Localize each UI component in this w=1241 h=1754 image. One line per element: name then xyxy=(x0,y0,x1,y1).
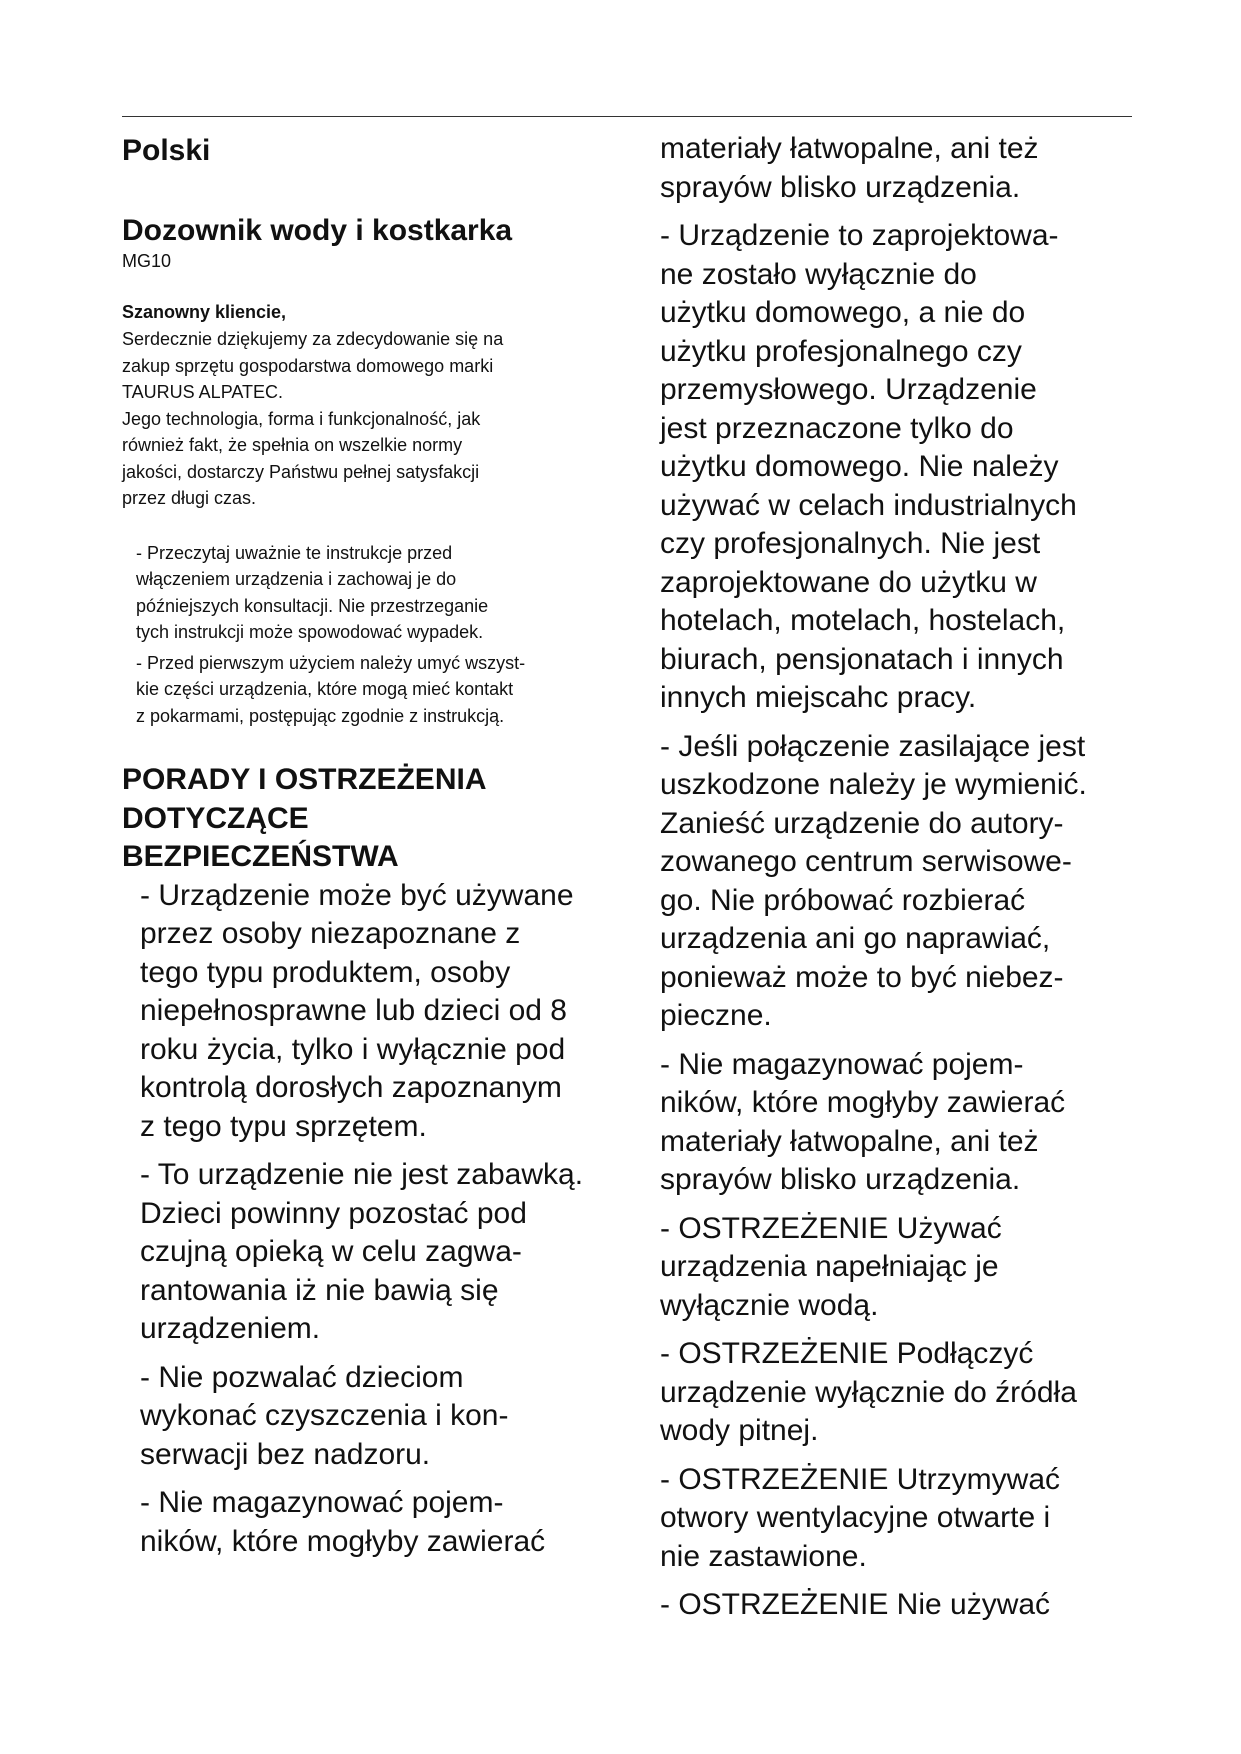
safety-item: - Jeśli połączenie zasilające jest uszkodzone należy je wymienić. Zanieść urządzenie do autory- zowanego centrum serwisowe- go. Nie próbować rozbierać urządzenia ani go naprawiać, ponieważ może to być niebez- pieczne. xyxy=(660,729,1087,1032)
notes-list xyxy=(136,540,642,730)
greeting: Szanowny kliencie, xyxy=(122,302,287,322)
safety-section-title: PORADY I OSTRZEŻENIA DOTYCZĄCE BEZPIECZEŃSTWA xyxy=(122,763,487,873)
language-heading: Polski xyxy=(122,134,211,167)
safety-item: - To urządzenie nie jest zabawką. Dzieci powinny pozostać pod czujną opieką w celu zagwa- rantowania iż nie bawią się urządzeniem. xyxy=(140,1158,584,1345)
warning-item: - OSTRZEŻENIE Podłączyć urządzenie wyłącznie do źródła wody pitnej. xyxy=(660,1337,1077,1447)
safety-item: - Urządzenie może być używane przez osoby niezapoznane z tego typu produktem, osoby niepełnosprawne lub dzieci od 8 roku życia, tylko i wyłącznie pod kontrolą dorosłych zapoznanym z tego typu sprzętem. xyxy=(140,878,574,1143)
safety-item: - Nie magazynować pojem- ników, które mogłyby zawierać materiały łatwopalne, ani też sprayów blisko urządzenia. xyxy=(660,1047,1066,1196)
product-title: Dozownik wody i kostkarka xyxy=(122,214,513,247)
safety-item: materiały łatwopalne, ani też sprayów blisko urządzenia. xyxy=(660,132,1039,204)
safety-item: - Nie pozwalać dzieciom wykonać czyszczenia i kon- serwacji bez nadzoru. xyxy=(140,1360,509,1471)
note-item: - Przed pierwszym użyciem należy umyć wszyst- kie części urządzenia, które mogą mieć kontakt z pokarmami, postępując zgodnie z instrukcją. xyxy=(136,652,526,726)
header-rule xyxy=(122,116,1132,117)
left-column xyxy=(122,130,642,1571)
note-item: - Przeczytaj uważnie te instrukcje przed włączeniem urządzenia i zachowaj je do późniejszych konsultacji. Nie przestrzeganie tych instrukcji może spowodować wypadek. xyxy=(136,542,489,642)
safety-item: - Nie magazynować pojem- ników, które mogłyby zawierać xyxy=(140,1486,546,1558)
warning-item: - OSTRZEŻENIE Utrzymywać otwory wentylacyjne otwarte i nie zastawione. xyxy=(660,1462,1061,1573)
warning-item: - OSTRZEŻENIE Nie używać xyxy=(660,1588,1051,1621)
intro-paragraph: Serdecznie dziękujemy za zdecydowanie się na zakup sprzętu gospodarstwa domowego marki TAURUS ALPATEC. Jego technologia, forma i funkcjonalność, jak również fakt, że spełnia on wszelkie normy jakości, dostarczy Państwu pełnej satysfakcji przez długi czas. xyxy=(122,329,504,508)
warning-item: - OSTRZEŻENIE Używać urządzenia napełniając je wyłącznie wodą. xyxy=(660,1211,1002,1322)
right-column xyxy=(660,130,1140,1635)
safety-item: - Urządzenie to zaprojektowa- ne zostało wyłącznie do użytku domowego, a nie do użytku profesjonalnego czy przemysłowego. Urządzenie jest przeznaczone tylko do użytku domowego. Nie należy używać w celach industrialnych czy profesjonalnych. Nie jest zaprojektowane do użytku w hotelach, motelach, hostelach, biurach, pensjonatach i innych innych miejscahc pracy. xyxy=(660,219,1077,714)
product-model: MG10 xyxy=(122,251,172,271)
